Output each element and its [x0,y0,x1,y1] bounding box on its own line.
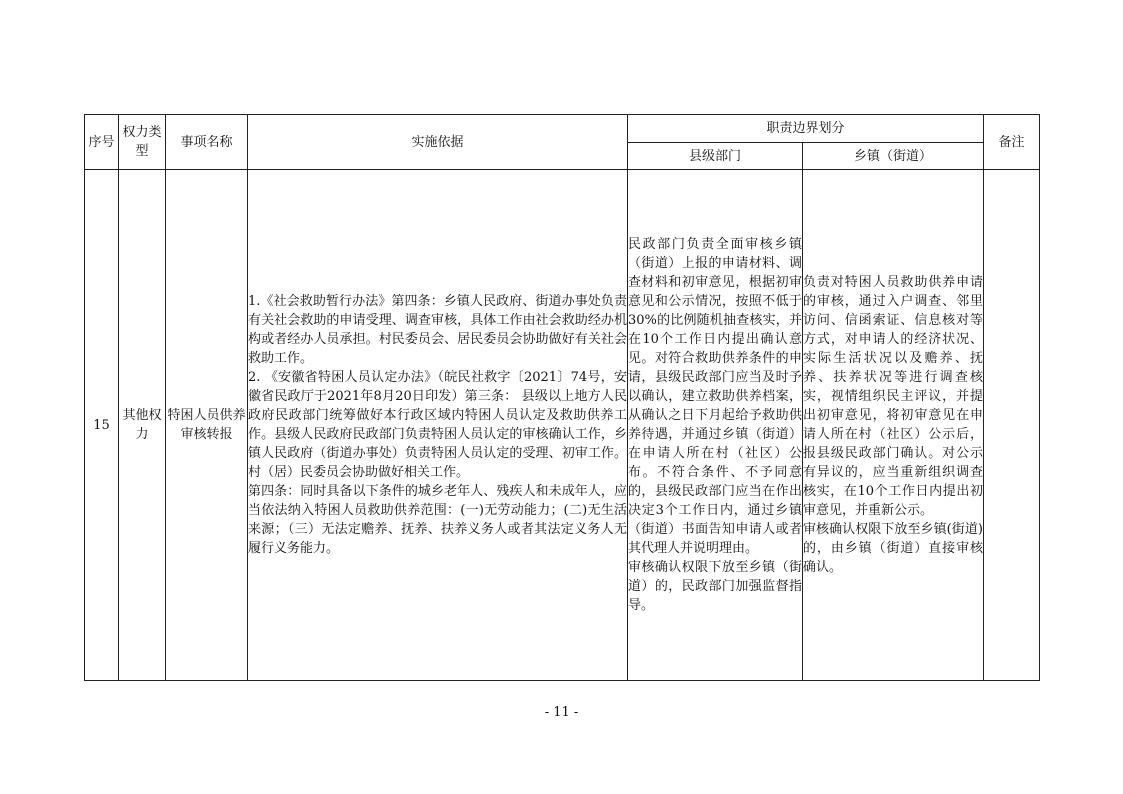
cell-county-dept [628,170,803,681]
basis-paragraph: 1.《社会救助暂行办法》第四条：乡镇人民政府、街道办事处负责有关社会救助的申请受理、调查审核，具体工作由社会救助经办机构或者经办人员承担。村民委员会、居民委员会协助做好有关社会救助工作。 [248,294,627,366]
header-item-name: 事项名称 [166,115,248,170]
cell-basis [248,170,628,681]
township-paragraph: 审核确认权限下放至乡镇(街道)的，由乡镇（街道）直接审核确认。 [803,522,984,575]
basis-paragraph: 第四条：同时具备以下条件的城乡老年人、残疾人和未成年人，应当依法纳入特困人员救助供养范围：(一)无劳动能力；(二)无生活来源；（三）无法定赡养、抚养、扶养义务人或者其法定义务人无履行义务能力。 [248,484,627,556]
duty-boundary-table [84,114,1040,681]
cell-remarks [984,170,1040,681]
cell-item-name: 特困人员供养审核转报 [166,170,248,681]
header-county-dept: 县级部门 [628,143,803,170]
header-seq: 序号 [85,115,119,170]
header-remarks: 备注 [984,115,1040,170]
township-paragraph: 负责对特困人员救助供养申请的审核，通过入户调查、邻里访问、信函索证、信息核对等方式，对申请人的经济状况、实际生活状况以及赡养、抚养、扶养状况等进行调查核实，视情组织民主评议，并提出初审意见，将初审意见在申请人所在村（社区）公示后，报县级民政部门确认。对公示有异议的，应当重新组织调查核实，在10个工作日内提出初审意见，并重新公示。 [803,275,984,518]
county-dept-paragraph: 审核确认权限下放至乡镇（街道）的，民政部门加强监督指导。 [628,560,802,613]
header-basis: 实施依据 [248,115,628,170]
table-row [85,170,1040,681]
cell-seq: 15 [85,170,119,681]
header-duty-division: 职责边界划分 [628,115,984,143]
cell-power-type: 其他权力 [119,170,166,681]
header-power-type: 权力类型 [119,115,166,170]
cell-township [803,170,984,681]
header-township: 乡镇（街道） [803,143,984,170]
page-number: - 11 - [544,705,579,720]
basis-paragraph: 2. 《安徽省特困人员认定办法》（皖民社救字〔2021〕74号，安徽省民政厅于2021年8月20日印发）第三条： 县级以上地方人民政府民政部门统筹做好本行政区域内特困人员认定及救助供养工作。县级人民政府民政部门负责特困人员认定的审核确认工作，乡镇人民政府（街道办事处）负责特困人员认定的受理、初审工作。村（居）民委员会协助做好相关工作。 [248,370,627,480]
county-dept-paragraph: 民政部门负责全面审核乡镇（街道）上报的申请材料、调查材料和初审意见，根据初审意见和公示情况，按照不低于30%的比例随机抽查核实，并在10个工作日内提出确认意见。对符合救助供养条件的申请，县级民政部门应当及时予以确认，建立救助供养档案，从确认之日下月起给予救助供养待遇，并通过乡镇（街道）在申请人所在村（社区）公布。不符合条件、不予同意的，县级民政部门应当在作出决定3个工作日内，通过乡镇（街道）书面告知申请人或者其代理人并说明理由。 [628,237,802,556]
